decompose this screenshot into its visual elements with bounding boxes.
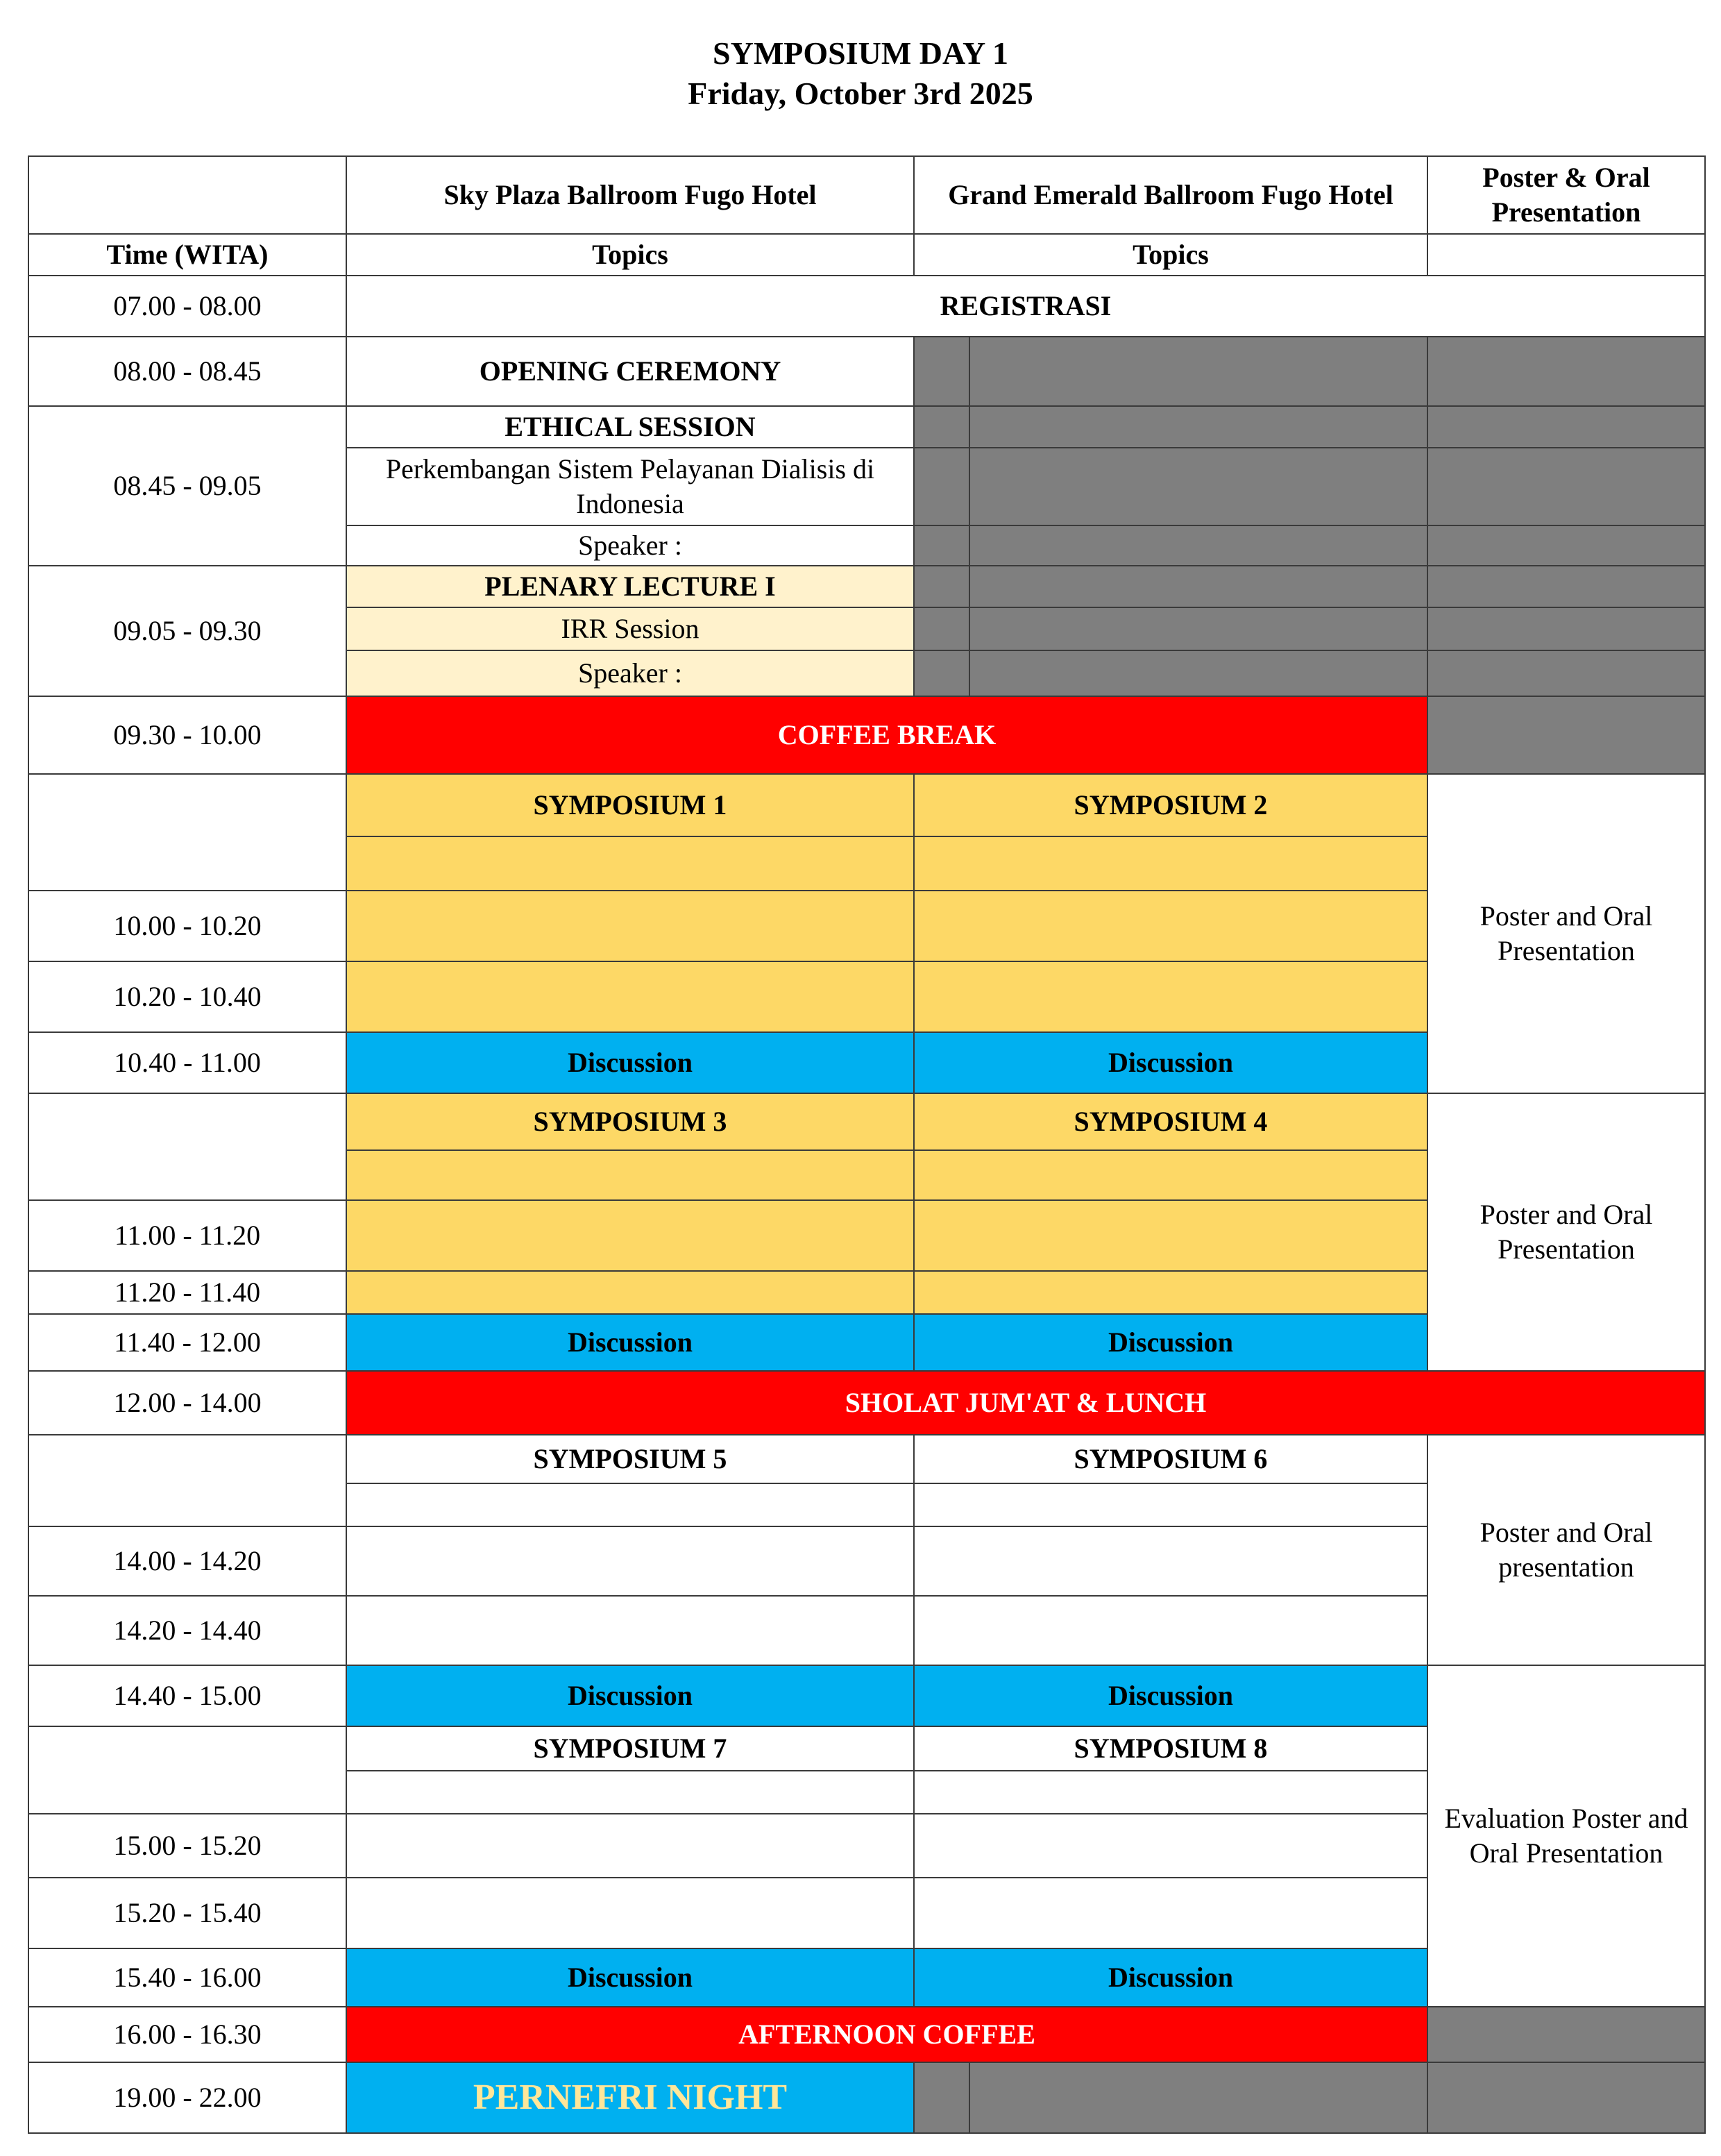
time-cell: 11.40 - 12.00 (28, 1314, 346, 1371)
time-cell: 11.20 - 11.40 (28, 1271, 346, 1314)
blocked-cell (969, 566, 1427, 607)
time-cell: 09.05 - 09.30 (28, 566, 346, 696)
blocked-cell (914, 406, 969, 448)
table-row (28, 2062, 1705, 2133)
blocked-cell (969, 337, 1427, 406)
blocked-cell (969, 448, 1427, 525)
table-row (28, 406, 1705, 448)
topics-header-1: Topics (346, 234, 914, 276)
time-cell: 15.20 - 15.40 (28, 1878, 346, 1948)
time-cell: 15.00 - 15.20 (28, 1814, 346, 1878)
symposium-slot (346, 1483, 914, 1526)
blocked-cell (914, 566, 969, 607)
blocked-cell (1427, 525, 1705, 566)
venue-sky-plaza: Sky Plaza Ballroom Fugo Hotel (346, 156, 914, 234)
ethical-session-speaker: Speaker : (346, 525, 914, 566)
symposium-4-title: SYMPOSIUM 4 (914, 1093, 1427, 1150)
table-row (28, 566, 1705, 607)
title-line-2: Friday, October 3rd 2025 (688, 76, 1033, 111)
time-cell: 15.40 - 16.00 (28, 1948, 346, 2007)
time-cell: 09.30 - 10.00 (28, 696, 346, 774)
time-cell: 19.00 - 22.00 (28, 2062, 346, 2133)
time-cell: 10.20 - 10.40 (28, 961, 346, 1032)
blocked-cell (969, 650, 1427, 696)
blocked-cell (1427, 566, 1705, 607)
poster-oral-block-3: Poster and Oral presentation (1427, 1435, 1705, 1665)
symposium-5-title: SYMPOSIUM 5 (346, 1435, 914, 1483)
document-title (0, 33, 1721, 114)
symposium-slot (346, 1526, 914, 1596)
discussion-cell: Discussion (346, 1948, 914, 2007)
blocked-cell (914, 2062, 969, 2133)
time-cell: 08.00 - 08.45 (28, 337, 346, 406)
discussion-cell: Discussion (346, 1665, 914, 1726)
time-cell: 14.00 - 14.20 (28, 1526, 346, 1596)
sholat-lunch-cell: SHOLAT JUM'AT & LUNCH (346, 1371, 1705, 1435)
discussion-cell: Discussion (914, 1314, 1427, 1371)
blocked-cell (1427, 2007, 1705, 2062)
symposium-slot (346, 891, 914, 961)
symposium-6-title: SYMPOSIUM 6 (914, 1435, 1427, 1483)
blocked-cell (1427, 337, 1705, 406)
table-row (28, 1435, 1705, 1483)
symposium-slot (914, 891, 1427, 961)
time-cell: 12.00 - 14.00 (28, 1371, 346, 1435)
time-cell-empty (28, 1093, 346, 1200)
time-cell: 10.40 - 11.00 (28, 1032, 346, 1093)
time-cell: 11.00 - 11.20 (28, 1200, 346, 1271)
blocked-cell (914, 448, 969, 525)
time-cell-empty (28, 774, 346, 891)
schedule-table (28, 155, 1706, 2134)
symposium-3-title: SYMPOSIUM 3 (346, 1093, 914, 1150)
table-row (28, 1665, 1705, 1726)
symposium-8-title: SYMPOSIUM 8 (914, 1726, 1427, 1771)
symposium-slot (346, 1771, 914, 1814)
time-cell: 08.45 - 09.05 (28, 406, 346, 566)
venue-poster-oral: Poster & Oral Presentation (1427, 156, 1705, 234)
symposium-slot (346, 1878, 914, 1948)
discussion-cell: Discussion (914, 1948, 1427, 2007)
header-corner-cell (28, 156, 346, 234)
time-cell: 14.40 - 15.00 (28, 1665, 346, 1726)
symposium-slot (346, 836, 914, 891)
symposium-slot (914, 1596, 1427, 1665)
symposium-slot (914, 1483, 1427, 1526)
symposium-slot (346, 1150, 914, 1200)
blocked-cell (1427, 650, 1705, 696)
blocked-cell (1427, 2062, 1705, 2133)
symposium-slot (914, 1771, 1427, 1814)
empty-header-cell (1427, 234, 1705, 276)
opening-ceremony-cell: OPENING CEREMONY (346, 337, 914, 406)
table-row (28, 276, 1705, 337)
blocked-cell (1427, 607, 1705, 650)
time-cell-empty (28, 1435, 346, 1526)
blocked-cell (1427, 696, 1705, 774)
plenary-lecture-topic: IRR Session (346, 607, 914, 650)
plenary-lecture-title: PLENARY LECTURE I (346, 566, 914, 607)
venue-grand-emerald: Grand Emerald Ballroom Fugo Hotel (914, 156, 1427, 234)
time-column-header: Time (WITA) (28, 234, 346, 276)
symposium-7-title: SYMPOSIUM 7 (346, 1726, 914, 1771)
topics-header-2: Topics (914, 234, 1427, 276)
blocked-cell (969, 525, 1427, 566)
table-row (28, 696, 1705, 774)
symposium-slot (914, 961, 1427, 1032)
symposium-slot (914, 836, 1427, 891)
symposium-2-title: SYMPOSIUM 2 (914, 774, 1427, 836)
title-line-1: SYMPOSIUM DAY 1 (713, 35, 1008, 71)
symposium-slot (914, 1878, 1427, 1948)
ethical-session-title: ETHICAL SESSION (346, 406, 914, 448)
ethical-session-topic: Perkembangan Sistem Pelayanan Dialisis di Indonesia (346, 448, 914, 525)
symposium-slot (914, 1150, 1427, 1200)
time-cell-empty (28, 1726, 346, 1814)
discussion-cell: Discussion (914, 1032, 1427, 1093)
registration-cell: REGISTRASI (346, 276, 1705, 337)
symposium-slot (346, 1814, 914, 1878)
time-cell: 14.20 - 14.40 (28, 1596, 346, 1665)
table-row (28, 774, 1705, 836)
afternoon-coffee-cell: AFTERNOON COFFEE (346, 2007, 1427, 2062)
blocked-cell (1427, 406, 1705, 448)
symposium-slot (914, 1271, 1427, 1314)
blocked-cell (914, 525, 969, 566)
blocked-cell (969, 2062, 1427, 2133)
symposium-slot (914, 1200, 1427, 1271)
coffee-break-cell: COFFEE BREAK (346, 696, 1427, 774)
table-row (28, 2007, 1705, 2062)
time-cell: 16.00 - 16.30 (28, 2007, 346, 2062)
table-row (28, 234, 1705, 276)
discussion-cell: Discussion (346, 1032, 914, 1093)
poster-oral-block-1: Poster and Oral Presentation (1427, 774, 1705, 1093)
blocked-cell (969, 607, 1427, 650)
blocked-cell (914, 607, 969, 650)
symposium-slot (914, 1526, 1427, 1596)
poster-oral-block-2: Poster and Oral Presentation (1427, 1093, 1705, 1371)
symposium-slot (346, 1200, 914, 1271)
table-row (28, 156, 1705, 234)
poster-evaluation-block: Evaluation Poster and Oral Presentation (1427, 1665, 1705, 2007)
symposium-slot (914, 1814, 1427, 1878)
symposium-1-title: SYMPOSIUM 1 (346, 774, 914, 836)
symposium-slot (346, 961, 914, 1032)
pernefri-night-cell: PERNEFRI NIGHT (346, 2062, 914, 2133)
table-row (28, 337, 1705, 406)
time-cell: 10.00 - 10.20 (28, 891, 346, 961)
table-row (28, 1371, 1705, 1435)
blocked-cell (1427, 448, 1705, 525)
symposium-slot (346, 1271, 914, 1314)
discussion-cell: Discussion (346, 1314, 914, 1371)
time-cell: 07.00 - 08.00 (28, 276, 346, 337)
blocked-cell (914, 337, 969, 406)
blocked-cell (914, 650, 969, 696)
blocked-cell (969, 406, 1427, 448)
table-row (28, 1093, 1705, 1150)
plenary-lecture-speaker: Speaker : (346, 650, 914, 696)
symposium-slot (346, 1596, 914, 1665)
discussion-cell: Discussion (914, 1665, 1427, 1726)
